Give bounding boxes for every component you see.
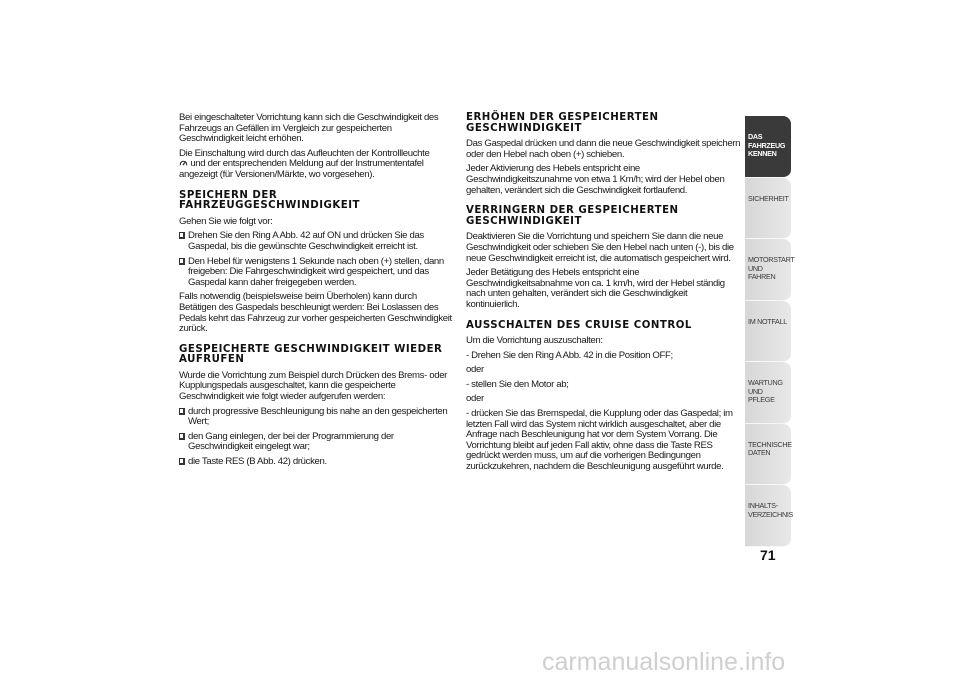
checkbox-bullet-icon [179,408,185,415]
tab-technische-daten[interactable]: TECHNISCHE DATEN [745,424,791,486]
paragraph: Wurde die Vorrichtung zum Beispiel durch Drücken des Brems- oder Kupplungspedals ausgeschaltet, kann die gespeicherte Geschwindigkeit wie folgt wieder aufgerufen werden: [179,369,448,403]
bullet-text: durch progressive Beschleunigung bis nahe an den gespeicherten Wert; [188,405,448,428]
section-heading: GESPEICHERTE GESCHWINDIGKEIT WIEDER AUFRUFEN [179,343,443,366]
paragraph: - stellen Sie den Motor ab; [466,378,569,390]
bullet-text: Den Hebel für wenigstens 1 Sekunde nach oben (+) stellen, dann freigeben: Die Fahrgeschwindigkeit wird gespeichert, und das Gaspedal kann daher freigegeben werden. [188,255,444,288]
bullet-item [179,231,454,252]
watermark: carmanualsonline.info [542,648,786,676]
paragraph: Gehen Sie wie folgt vor: [179,215,273,227]
bullet-item [179,407,454,428]
checkbox-bullet-icon [179,232,185,239]
paragraph: oder [466,393,484,405]
checkbox-bullet-icon [179,433,185,440]
section-heading: SPEICHERN DER FAHRZEUGGESCHWINDIGKEIT [179,189,360,212]
section-heading: AUSSCHALTEN DES CRUISE CONTROL [466,319,692,331]
tab-motorstart-und-fahren[interactable]: MOTORSTART UND FAHREN [745,239,791,301]
section-heading: VERRINGERN DER GESPEICHERTEN GESCHWINDIGKEIT [466,205,679,227]
bullet-item [179,432,454,453]
bullet-text: Drehen Sie den Ring A Abb. 42 auf ON und drücken Sie das Gaspedal, bis die gewünschte Geschwindigkeit erreicht ist. [188,230,424,252]
tab-inhaltsverzeichnis[interactable]: INHALTS- VERZEICHNIS [745,485,791,547]
paragraph: Jeder Betätigung des Hebels entspricht eine Geschwindigkeitsabnahme von ca. 1 km/h, wird der Hebel ständig nach unten gehalten, verändert sich die Geschwindigkeit kontinuierlich. [466,267,725,310]
paragraph [179,149,454,181]
left-column [179,113,454,472]
section-heading: ERHÖHEN DER GESPEICHERTEN GESCHWINDIGKEIT [466,112,659,134]
chapter-tabs [745,116,795,547]
tab-im-notfall[interactable]: IM NOTFALL [745,301,791,363]
cruise-control-icon [179,159,188,167]
paragraph: - Drehen Sie den Ring A Abb. 42 in die Position OFF; [466,349,673,361]
bullet-item [179,257,454,289]
paragraph-text: Die Einschaltung wird durch das Aufleuchten der Kontrollleuchte [179,147,430,159]
tab-wartung-und-pflege[interactable]: WARTUNG UND PFLEGE [745,362,791,424]
paragraph: Um die Vorrichtung auszuschalten: [466,335,603,347]
checkbox-bullet-icon [179,258,185,265]
paragraph: Das Gaspedal drücken und dann die neue Geschwindigkeit speichern oder den Hebel nach oben (+) schieben. [466,138,741,160]
bullet-text: die Taste RES (B Abb. 42) drücken. [188,456,327,468]
right-column [466,113,741,477]
page-number: 71 [760,547,776,563]
checkbox-bullet-icon [179,458,185,465]
paragraph: - drücken Sie das Bremspedal, die Kupplung oder das Gaspedal; im letzten Fall wird das System nicht wirklich ausgeschaltet, aber die Anfrage nach Beschleunigung hat vor dem System Vorrang. Die Vorrichtung bleibt auf jeden Fall aktiv, ohne dass die Taste RES gedrückt werden muss, um auf die vorherigen Bedingungen zurückzukehren, nachdem die Beschleunigung ausgeführt wurde. [466,408,733,473]
tab-das-fahrzeug-kennen[interactable]: DAS FAHRZEUG KENNEN [745,116,791,178]
paragraph: Deaktivieren Sie die Vorrichtung und speichern Sie dann die neue Geschwindigkeit oder schieben Sie den Hebel nach unten (-), bis die neue Geschwindigkeit erreicht ist, die automatisch gespeichert wird. [466,231,734,264]
paragraph: Bei eingeschalteter Vorrichtung kann sich die Geschwindigkeit des Fahrzeugs an Gefällen im Vergleich zur gespeicherten Geschwindigkeit leicht erhöhen. [179,112,439,145]
bullet-text: den Gang einlegen, der bei der Programmierung der Geschwindigkeit eingelegt war; [188,430,394,453]
paragraph: Jeder Aktivierung des Hebels entspricht eine Geschwindigkeitszunahme von etwa 1 Km/h; wird der Hebel oben gehalten, verändert sich die Geschwindigkeit fortlaufend. [466,163,725,196]
tab-sicherheit[interactable]: SICHERHEIT [745,178,791,240]
paragraph-text: und der entsprechenden Meldung auf der Instrumententafel angezeigt (für Versionen/Märkte, wo vorgesehen). [179,158,424,180]
paragraph: Falls notwendig (beispielsweise beim Überholen) kann durch Betätigen des Gaspedals beschleunigt werden: Bei Loslassen des Pedals kehrt das Fahrzeug zur vorher gespeicherten Geschwindigkeit zurück. [179,291,452,335]
bullet-item [179,457,454,468]
paragraph: oder [466,364,484,376]
